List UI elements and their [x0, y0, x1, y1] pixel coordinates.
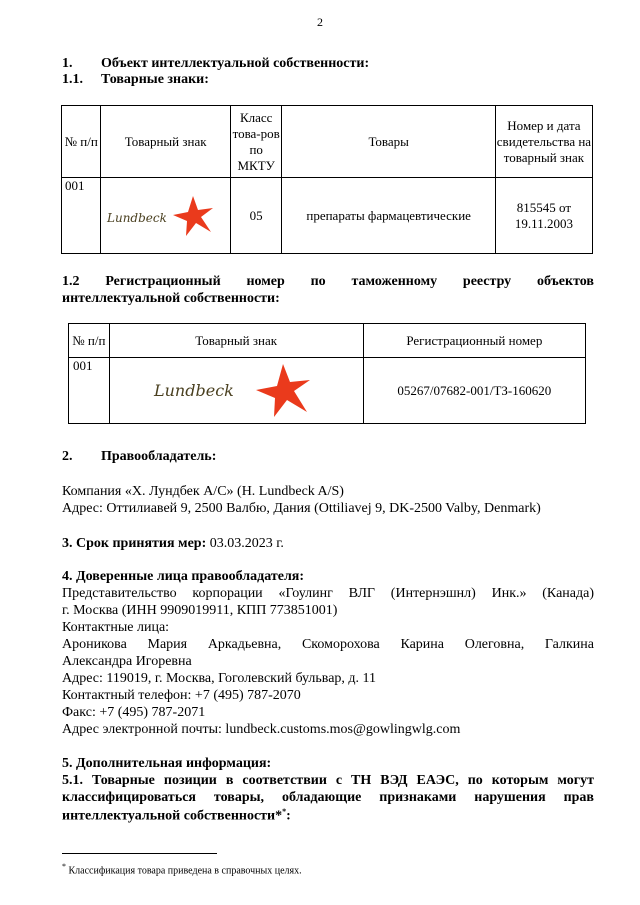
section5-1-line3 [62, 807, 291, 825]
representative-line1: Представительство корпорации «Гоулинг ВЛГ (Интернэшнл) Инк.» (Канада) [62, 586, 594, 601]
table2-header-trademark: Товарный знак [109, 324, 363, 358]
footnote-reference: * [282, 807, 287, 816]
table1-header-trademark: Товарный знак [101, 106, 230, 178]
lundbeck-logo [101, 190, 221, 242]
logo-wordmark: Lundbeck [107, 210, 168, 225]
section3-line [62, 535, 284, 552]
footnote-divider [62, 853, 217, 854]
table1-header-class: Класс това-ров по МКТУ [230, 106, 282, 178]
section3-label: 3. Срок принятия мер: [62, 536, 207, 551]
section2-title: Правообладатель: [101, 449, 217, 464]
contact-address: Адрес: 119019, г. Москва, Гоголевский бульвар, д. 11 [62, 671, 377, 686]
star-icon-large [256, 364, 310, 417]
registration-table [68, 323, 586, 424]
section5-title: 5. Дополнительная информация: [62, 756, 272, 771]
table1-row-num: 001 [62, 178, 101, 254]
table1-row-class: 05 [230, 178, 282, 254]
section1-title: Объект интеллектуальной собственности: [101, 56, 370, 71]
section1-1-title: Товарные знаки: [101, 72, 209, 87]
lundbeck-logo-large [150, 360, 320, 422]
section2-number: 2. [62, 449, 73, 464]
star-icon [173, 196, 213, 236]
section5-1-line1: 5.1. Товарные позиции в соответствии с ТН ВЭД ЕАЭС, по которым могут [62, 773, 594, 788]
table2-row-num: 001 [69, 358, 110, 424]
contacts-label: Контактные лица: [62, 620, 170, 635]
contacts-line2: Александра Игоревна [62, 654, 192, 669]
section1-2-title-line1: 1.2 Регистрационный номер по таможенному реестру объектов [62, 274, 594, 289]
trademark-table [61, 105, 593, 254]
rightholder-address: Адрес: Оттилиавей 9, 2500 Валбю, Дания (Ottiliavej 9, DK-2500 Valby, Denmark) [62, 501, 541, 516]
section4-title: 4. Доверенные лица правообладателя: [62, 569, 305, 584]
contact-phone: Контактный телефон: +7 (495) 787-2070 [62, 688, 301, 703]
table1-header-num: № п/п [62, 106, 101, 178]
rightholder-company: Компания «Х. Лундбек А/С» (H. Lundbeck A/S) [62, 484, 344, 499]
footnote [62, 862, 302, 876]
section5-1-line2: классифицироваться товары, обладающие признаками нарушения прав [62, 790, 594, 805]
table2-header-num: № п/п [69, 324, 110, 358]
table2-trademark-cell [109, 358, 363, 424]
section5-1-line3-colon: : [286, 808, 291, 824]
table2-row-reg-number: 05267/07682-001/ТЗ-160620 [363, 358, 585, 424]
section1-number: 1. [62, 56, 73, 71]
section1-1-number: 1.1. [62, 72, 83, 87]
footnote-text: Классификация товара приведена в справочных целях. [66, 865, 302, 877]
contact-fax: Факс: +7 (495) 787-2071 [62, 705, 206, 720]
section5-1-line3-text: интеллектуальной собственности* [62, 808, 283, 824]
section3-value: 03.03.2023 г. [206, 536, 284, 551]
contacts-line1: Ароникова Мария Аркадьевна, Скоморохова Карина Олеговна, Галкина [62, 637, 594, 652]
contact-email: Адрес электронной почты: lundbeck.customs.mos@gowlingwlg.com [62, 722, 461, 737]
table1-header-certificate: Номер и дата свидетельства на товарный знак [495, 106, 592, 178]
table1-header-goods: Товары [282, 106, 495, 178]
page-number: 2 [317, 15, 323, 29]
section1-2-title-line2: интеллектуальной собственности: [62, 291, 280, 306]
table1-row-goods: препараты фармацевтические [282, 178, 495, 254]
table1-trademark-cell [101, 178, 230, 254]
representative-line2: г. Москва (ИНН 9909019911, КПП 773851001) [62, 603, 338, 618]
table1-row-certificate: 815545 от 19.11.2003 [495, 178, 592, 254]
footnote-mark: * [62, 862, 66, 871]
table2-header-reg-number: Регистрационный номер [363, 324, 585, 358]
logo-wordmark-large: Lundbeck [153, 380, 234, 400]
